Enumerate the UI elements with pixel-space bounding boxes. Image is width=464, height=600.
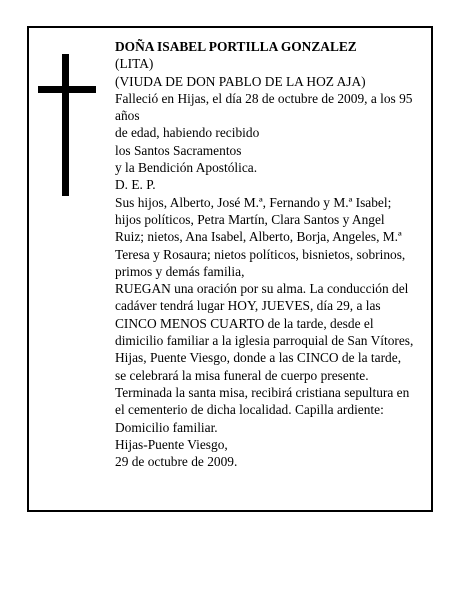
nickname-line: (LITA) (115, 56, 154, 72)
cross-horizontal-bar (38, 86, 96, 93)
text-line: Sus hijos, Alberto, José M.ª, Fernando y M.ª Isabel; (115, 194, 392, 210)
text-line: Teresa y Rosaura; nietos políticos, bisnietos, sobrinos, (115, 246, 406, 262)
cross-vertical-bar (62, 54, 69, 196)
text-line: el cementerio de dicha localidad. Capilla ardiente: (115, 402, 384, 418)
deceased-name: DOÑA ISABEL PORTILLA GONZALEZ (115, 39, 357, 54)
text-line: CINCO MENOS CUARTO de la tarde, desde el (115, 315, 374, 331)
text-line: dimicilio familiar a la iglesia parroquial de San Vítores, (115, 333, 414, 349)
widow-of-line: (VIUDA DE DON PABLO DE LA HOZ AJA) (115, 73, 366, 89)
obituary-text (115, 38, 425, 470)
text-line: Hijas, Puente Viesgo, donde a las CINCO de la tarde, (115, 350, 402, 366)
text-line: Terminada la santa misa, recibirá cristiana sepultura en (115, 384, 410, 400)
text-line: años (115, 108, 140, 124)
text-line: Domicilio familiar. (115, 419, 218, 435)
text-line: Falleció en Hijas, el día 28 de octubre de 2009, a los 95 (115, 90, 413, 106)
text-line: los Santos Sacramentos (115, 142, 242, 158)
text-line: hijos políticos, Petra Martín, Clara Santos y Angel (115, 211, 385, 227)
text-line: se celebrará la misa funeral de cuerpo presente. (115, 367, 369, 383)
text-line: de edad, habiendo recibido (115, 125, 260, 141)
place-line: Hijas-Puente Viesgo, (115, 436, 228, 452)
text-line: primos y demás familia, (115, 263, 245, 279)
cross-icon (38, 54, 96, 196)
rip-line: D. E. P. (115, 177, 156, 193)
text-line: RUEGAN una oración por su alma. La conducción del (115, 281, 409, 297)
text-line: y la Bendición Apostólica. (115, 160, 258, 176)
date-line: 29 de octubre de 2009. (115, 454, 238, 470)
text-line: Ruiz; nietos, Ana Isabel, Alberto, Borja, Angeles, M.ª (115, 229, 402, 245)
text-line: cadáver tendrá lugar HOY, JUEVES, día 29, a las (115, 298, 381, 314)
